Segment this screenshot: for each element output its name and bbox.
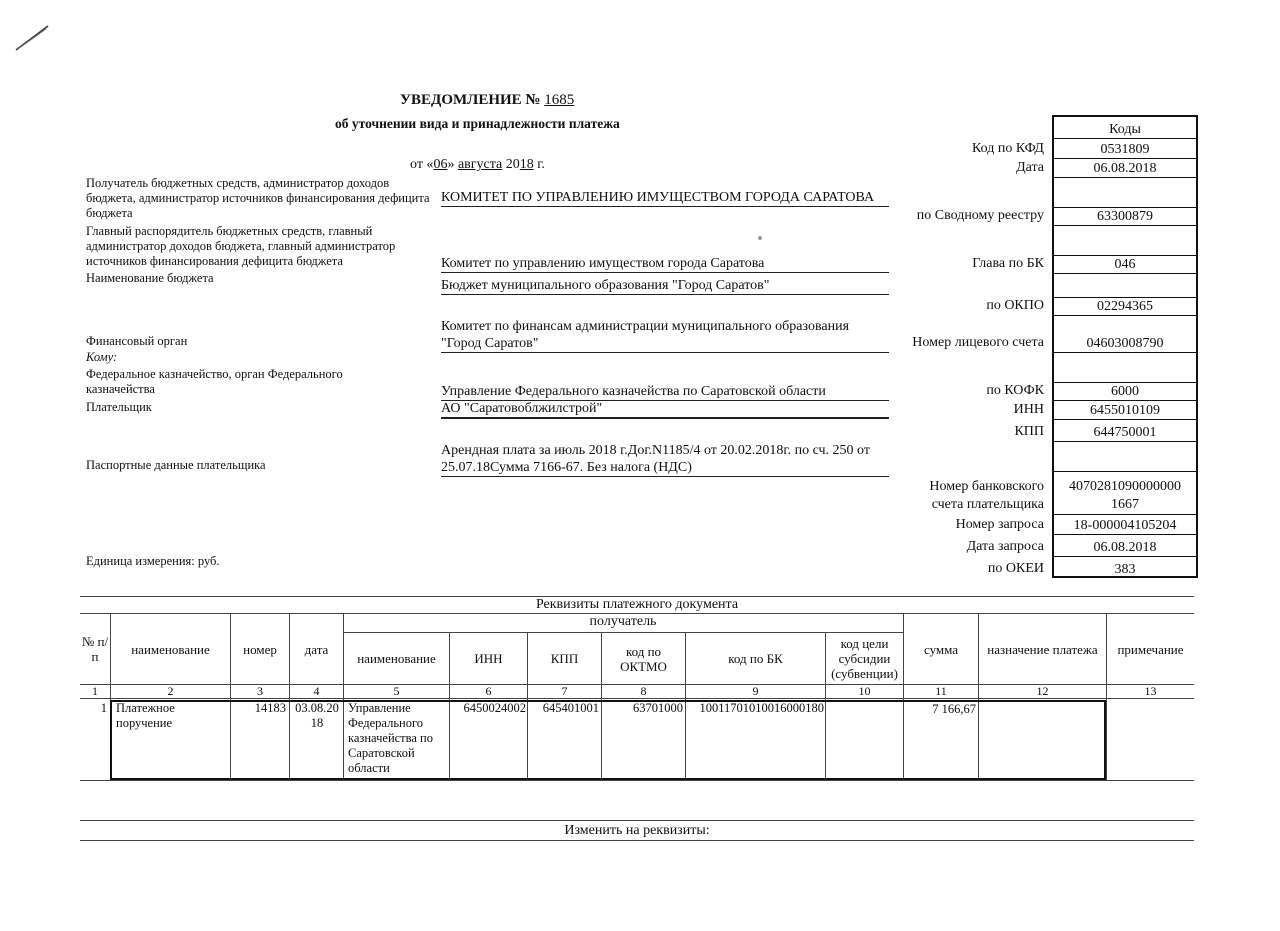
col-number-12: 12 xyxy=(1036,683,1049,698)
fin-label: Финансовый орган xyxy=(86,334,188,348)
code-inn: 6455010109 xyxy=(1054,402,1196,420)
code-label-kpp: КПП xyxy=(1014,424,1044,439)
code-bk: 046 xyxy=(1054,256,1196,274)
col-number-4: 4 xyxy=(313,683,320,698)
pen-mark xyxy=(14,22,50,52)
code-label-account: Номер лицевого счета xyxy=(912,335,1044,350)
col-number-5: 5 xyxy=(393,683,400,698)
code-label-inn: ИНН xyxy=(1013,402,1044,417)
code-kofk: 6000 xyxy=(1054,383,1196,401)
cell-doc-name: Платежное поручение xyxy=(116,701,175,730)
title-prefix: УВЕДОМЛЕНИЕ № xyxy=(400,92,541,108)
code-label-okei: по ОКЕИ xyxy=(987,561,1044,576)
col-number-7: 7 xyxy=(561,683,568,698)
code-label-date: Дата xyxy=(1016,160,1044,175)
code-label-kofk: по КОФК xyxy=(986,383,1044,398)
col-number-11: 11 xyxy=(935,683,947,698)
code-label-bank: Номер банковского счета плательщика xyxy=(929,479,1044,512)
code-request-date: 06.08.2018 xyxy=(1054,539,1196,557)
treasury-value: Управление Федерального казначейства по Саратовской области xyxy=(441,383,889,401)
document-number: 1685 xyxy=(544,92,575,108)
code-request-number: 18-000004105204 xyxy=(1054,517,1196,535)
code-registry: 63300879 xyxy=(1054,208,1196,226)
col-number-3: 3 xyxy=(257,683,263,698)
col-header-sum: сумма xyxy=(923,641,959,657)
purpose-value: Арендная плата за июль 2018 г.Дог.N1185/4 от 20.02.2018г. по сч. 250 от 25.07.18Сумма 7166-67. Без налога (НДС) xyxy=(441,442,889,477)
col-number-9: 9 xyxy=(752,683,759,698)
payer-extra-line xyxy=(441,418,889,419)
document-date: от «06» августа 2018 г. xyxy=(410,157,545,172)
passport-label: Паспортные данные плательщика xyxy=(86,458,266,472)
cell-bk: 10011701010016000180 xyxy=(699,701,824,715)
code-blank-3 xyxy=(1054,273,1196,298)
code-okei: 383 xyxy=(1114,562,1136,577)
col-header-num: № п/п xyxy=(81,634,109,664)
document-title xyxy=(400,92,574,109)
code-blank-1 xyxy=(1054,177,1196,208)
code-kfd: 0531809 xyxy=(1054,141,1196,159)
col-number-6: 6 xyxy=(485,683,492,698)
code-label-request-date: Дата запроса xyxy=(966,539,1044,554)
treasury-label: Федеральное казначейство, орган Федерального казначейства xyxy=(86,367,343,396)
code-label-kfd: Код по КФД xyxy=(972,141,1044,156)
col-header-purpose: назначение платежа xyxy=(987,641,1098,657)
col-header-bk: код по БК xyxy=(728,651,783,666)
codes-header: Коды xyxy=(1054,121,1196,139)
payer-value: АО "Саратовоблжилстрой" xyxy=(441,400,889,418)
col-header-name: наименование xyxy=(131,641,210,657)
code-blank-2 xyxy=(1054,225,1196,256)
col-header-kpp: КПП xyxy=(550,651,579,666)
codes-box xyxy=(1052,115,1198,578)
col-header-note: примечание xyxy=(1117,641,1184,657)
chief-label: Главный распорядитель бюджетных средств, главный администратор доходов бюджета, главный администратор источников финансирования дефицита бюджета xyxy=(86,224,396,268)
col-number-13: 13 xyxy=(1144,683,1157,698)
col-number-8: 8 xyxy=(640,683,647,698)
code-blank-5 xyxy=(1054,441,1196,472)
fin-value: Комитет по финансам администрации муниципального образования "Город Саратов" xyxy=(441,318,889,353)
col-header-inn: ИНН xyxy=(474,651,503,666)
col-header-oktmo: код по ОКТМО xyxy=(620,643,667,674)
col-header-subsidy: код цели субсидии (субвенции) xyxy=(831,636,898,681)
col-header-recipient-name: наименование xyxy=(357,651,436,666)
col-number-10: 10 xyxy=(858,683,871,698)
col-number-1: 1 xyxy=(92,683,98,698)
budget-value: Бюджет муниципального образования "Город Саратов" xyxy=(441,277,889,295)
recipient-label: Получатель бюджетных средств, администратор доходов бюджета, администратор источников финансирования дефицита бюджета xyxy=(86,176,430,220)
cell-oktmo: 63701000 xyxy=(633,701,683,715)
code-kpp: 644750001 xyxy=(1054,424,1196,442)
cell-inn: 6450024002 xyxy=(463,701,526,715)
code-blank-4 xyxy=(1054,352,1196,383)
table-caption: Реквизиты платежного документа xyxy=(535,597,739,612)
code-label-okpo: по ОКПО xyxy=(986,298,1044,313)
code-label-registry: по Сводному реестру xyxy=(916,208,1044,223)
code-label-bk: Глава по БК xyxy=(972,256,1044,271)
col-number-2: 2 xyxy=(167,683,174,698)
chief-value: Комитет по управлению имуществом города Саратова xyxy=(441,255,889,273)
unit-label: Единица измерения: руб. xyxy=(86,554,220,568)
recipient-group-header: получатель xyxy=(589,614,657,629)
code-date: 06.08.2018 xyxy=(1054,160,1196,178)
code-account: 04603008790 xyxy=(1054,335,1196,353)
code-okpo: 02294365 xyxy=(1054,298,1196,316)
code-label-request-number: Номер запроса xyxy=(955,517,1044,532)
code-bank-account: 4070281090000000 1667 xyxy=(1054,478,1196,515)
payer-label: Плательщик xyxy=(86,400,152,414)
recipient-value: КОМИТЕТ ПО УПРАВЛЕНИЮ ИМУЩЕСТВОМ ГОРОДА САРАТОВА xyxy=(441,189,889,207)
cell-recipient-name: Управление Федерального казначейства по Саратовской области xyxy=(348,701,433,775)
cell-doc-date: 03.08.2018 xyxy=(295,701,339,730)
change-caption: Изменить на реквизиты: xyxy=(564,823,710,838)
cell-num: 1 xyxy=(100,701,107,715)
budget-label: Наименование бюджета xyxy=(86,271,214,285)
col-header-number: номер xyxy=(243,641,277,657)
smudge xyxy=(758,236,762,240)
cell-sum: 7 166,67 xyxy=(932,702,976,716)
to-label: Кому: xyxy=(86,350,118,364)
cell-kpp: 645401001 xyxy=(542,701,599,715)
col-header-date: дата xyxy=(304,641,329,657)
cell-doc-number: 14183 xyxy=(254,701,286,715)
document-subtitle: об уточнении вида и принадлежности платежа xyxy=(335,116,620,131)
